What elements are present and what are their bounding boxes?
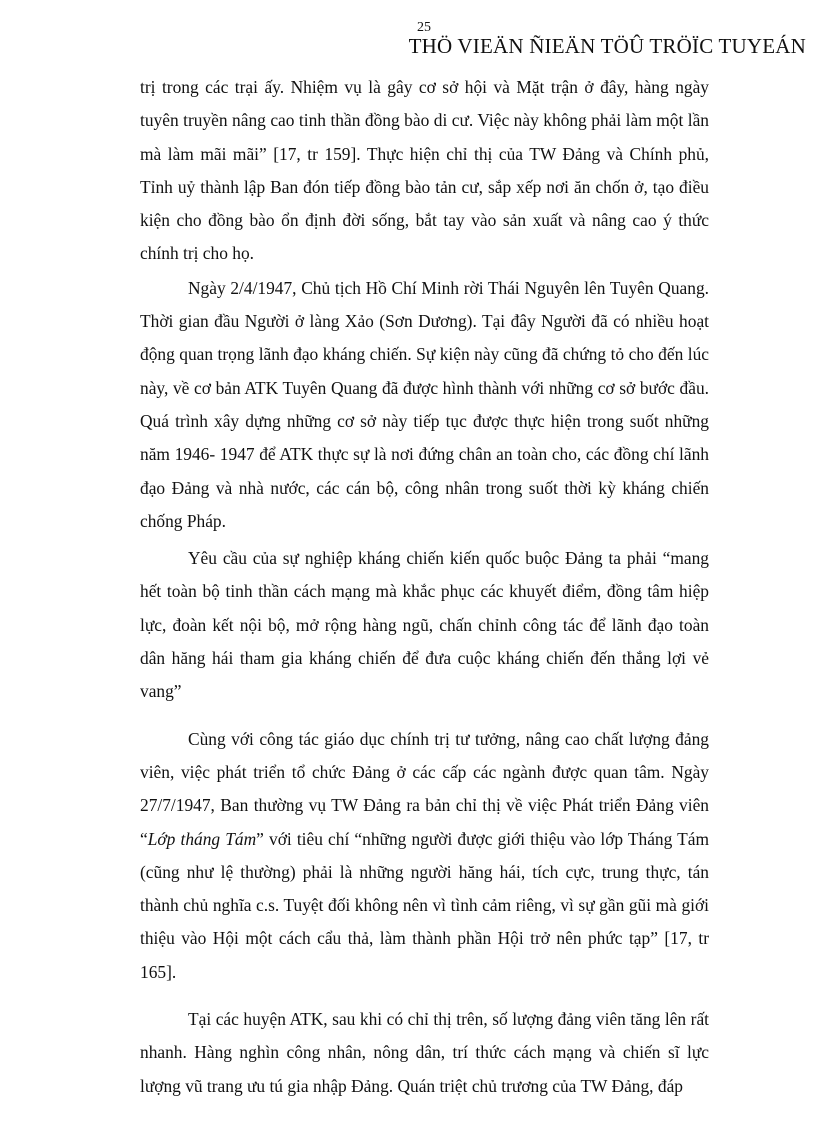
paragraph-5: Tại các huyện ATK, sau khi có chỉ thị trên, số lượng đảng viên tăng lên rất nhanh. Hàng nghìn công nhân, nông dân, trí thức cách mạng và chiến sĩ lực lượng vũ trang ưu tú gia nhập Đảng. Quán triệt chủ trương của TW Đảng, đáp: [140, 1009, 709, 1096]
paragraph-2: Ngày 2/4/1947, Chủ tịch Hồ Chí Minh rời Thái Nguyên lên Tuyên Quang. Thời gian đầu Người ở làng Xảo (Sơn Dương). Tại đây Người đã có nhiều hoạt động quan trọng lãnh đạo kháng chiến. Sự kiện này cũng đã chứng tỏ cho đến lúc này, về cơ bản ATK Tuyên Quang đã được hình thành với những cơ sở bước đầu. Quá trình xây dựng những cơ sở này tiếp tục được thực hiện trong suốt những năm 1946- 1947 để ATK thực sự là nơi đứng chân an toàn cho, các đồng chí lãnh đạo Đảng và nhà nước, các cán bộ, công nhân trong suốt thời kỳ kháng chiến chống Pháp.: [140, 277, 709, 531]
paragraph-4-after: ” với tiêu chí “những người được giới thiệu vào lớp Tháng Tám (cũng như lệ thường) phải là những người hăng hái, tích cực, trung thực, tán thành chủ nghĩa c.s. Tuyệt đối không nên vì tình cảm riêng, vì sự gần gũi mà giới thiệu vào Hội một cách cẩu thả, làm thành phần Hội trở nên phức tạp” [17, tr 165].: [140, 828, 709, 982]
paragraph-4: [140, 723, 709, 989]
page-number: 25: [417, 20, 431, 35]
lop-thang-tam-italic: Lớp tháng Tám: [147, 828, 257, 849]
library-watermark: THÖ VIEÄN ÑIEÄN TÖÛ TRÖÏC TUYEÁN: [408, 34, 806, 58]
page-body: [140, 71, 709, 1103]
paragraph-4-before: Cùng với công tác giáo dục chính trị tư tưởng, nâng cao chất lượng đảng viên, việc phát triển tổ chức Đảng ở các cấp các ngành được quan tâm. Ngày 27/7/1947, Ban thường vụ TW Đảng ra bản chỉ thị về việc Phát triển Đảng viên “: [140, 728, 709, 849]
paragraph-1: trị trong các trại ấy. Nhiệm vụ là gây cơ sở hội và Mặt trận ở đây, hàng ngày tuyên truyền nâng cao tinh thần đồng bào di cư. Việc này không phải làm một lần mà làm mãi mãi” [17, tr 159]. Thực hiện chỉ thị của TW Đảng và Chính phủ, Tỉnh uỷ thành lập Ban đón tiếp đồng bào tản cư, sắp xếp nơi ăn chốn ở, tạo điều kiện cho đồng bào ổn định đời sống, bắt tay vào sản xuất và nâng cao ý thức chính trị cho họ.: [140, 77, 709, 264]
paragraph-3: Yêu cầu của sự nghiệp kháng chiến kiến quốc buộc Đảng ta phải “mang hết toàn bộ tinh thần cách mạng mà khắc phục các khuyết điểm, đồng tâm hiệp lực, đoàn kết nội bộ, mở rộng hàng ngũ, chấn chỉnh công tác để lãnh đạo toàn dân hăng hái tham gia kháng chiến để đưa cuộc kháng chiến đến thắng lợi vẻ vang”: [140, 548, 709, 702]
